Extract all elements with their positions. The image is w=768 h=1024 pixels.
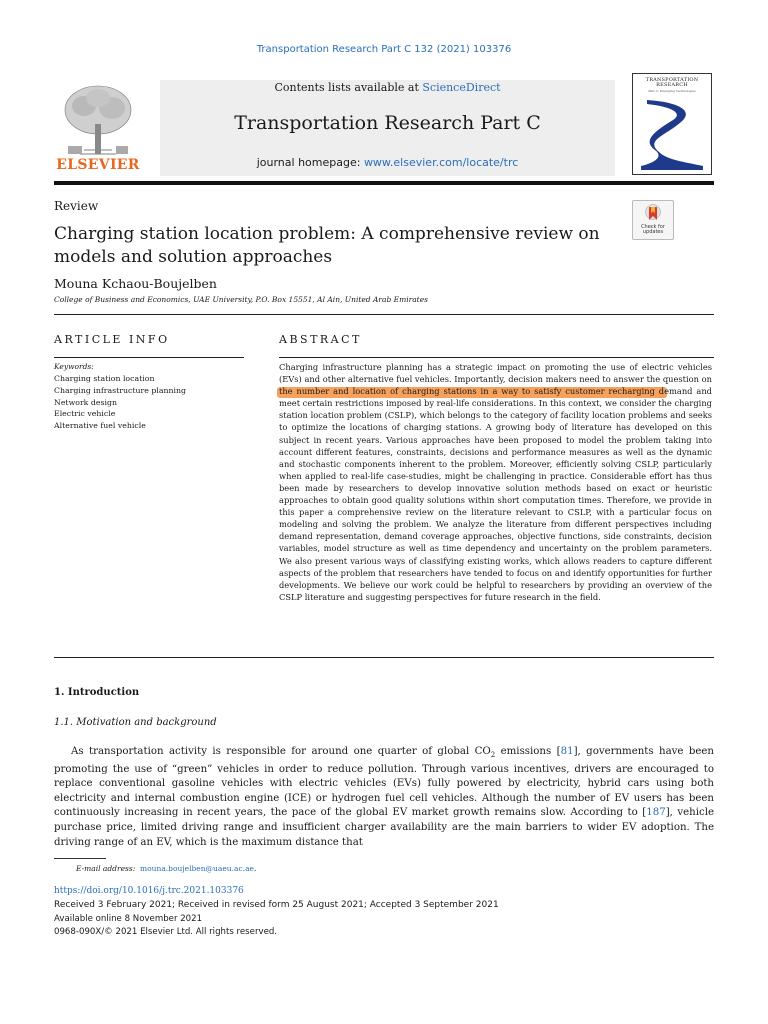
sciencedirect-link[interactable]: ScienceDirect	[422, 81, 501, 94]
keyword-item: Charging station location	[54, 374, 155, 383]
introduction-paragraph	[54, 745, 714, 850]
header-rule	[54, 181, 714, 185]
author-name[interactable]: Mouna Kchaou-Boujelben	[54, 276, 217, 291]
keyword-item: Alternative fuel vehicle	[54, 421, 146, 431]
homepage-line	[160, 156, 615, 169]
email-label: E-mail address:	[76, 864, 136, 873]
motivation-subheading: 1.1. Motivation and background	[54, 717, 217, 728]
article-title: Charging station location problem: A comprehensive review on models and solution approaches	[54, 224, 600, 267]
email-suffix: .	[253, 864, 257, 873]
cover-subtitle: Part C: Emerging Technologies	[648, 89, 696, 93]
check-for-updates-button[interactable]	[632, 200, 674, 240]
reference-link[interactable]: 187	[646, 807, 666, 819]
check-for-updates-label	[633, 225, 673, 235]
article-type-label: Review	[54, 199, 99, 213]
footnote-rule	[54, 858, 106, 859]
article-info-rule	[54, 357, 244, 358]
doi-link[interactable]: https://doi.org/10.1016/j.trc.2021.103376	[54, 886, 244, 896]
abstract-rule	[279, 357, 714, 358]
cover-title: TRANSPORTATION RESEARCH	[645, 77, 699, 88]
available-online-date: Available online 8 November 2021	[54, 914, 203, 924]
article-info-heading: ARTICLE INFO	[54, 333, 170, 346]
title-rule	[54, 314, 714, 315]
author-affiliation: College of Business and Economics, UAE University, P.O. Box 15551, Al Ain, United Arab Emirates	[54, 295, 428, 304]
check-label-line-1: Check for	[641, 224, 665, 230]
received-dates: Received 3 February 2021; Received in revised form 25 August 2021; Accepted 3 September 2021	[54, 900, 499, 910]
paragraph-text: ], governments have been promoting the use of “green” vehicles in order to reduce pollution. Through various incentives, drivers are encouraged to replace conventional gasoline vehicles with electric vehicles (EVs) fully powered by electricity, hybrid cars using both electricity and internal combustion engine (ICE) or hydrogen fuel cell vehicles. Although the number of EV users has been continuously increasing in recent years, the pace of the global EV market growth remains slow. According to [	[54, 746, 714, 819]
issn-copyright: 0968-090X/© 2021 Elsevier Ltd. All rights reserved.	[54, 927, 278, 937]
subscript: 2	[490, 751, 496, 760]
introduction-heading: 1. Introduction	[54, 687, 140, 698]
paragraph-text: emissions [	[495, 746, 561, 757]
abstract-heading: ABSTRACT	[279, 333, 362, 346]
email-footnote	[76, 864, 256, 873]
journal-homepage-link[interactable]: www.elsevier.com/locate/trc	[363, 156, 519, 169]
keyword-item: Charging infrastructure planning	[54, 385, 187, 395]
contents-line	[160, 81, 615, 94]
keyword-item: Network design	[54, 397, 117, 407]
homepage-prefix: journal homepage:	[256, 156, 364, 169]
cover-road-graphic	[637, 96, 707, 170]
journal-cover-image	[632, 73, 712, 175]
abstract-bottom-rule	[54, 657, 714, 658]
journal-title: Transportation Research Part C	[234, 112, 541, 134]
bookmark-ribbon-icon	[645, 204, 661, 224]
email-link[interactable]: mouna.boujelben@uaeu.ac.ae	[140, 864, 254, 873]
abstract-text: Charging infrastructure planning has a strategic impact on promoting the use of electric vehicles (EVs) and other alternative fuel vehicles. Importantly, decision makers need to answer the question on the number and location of charging stations in a way to satisfy customer recharging demand and meet certain restrictions imposed by real-life considerations. In this context, we consider the charging station location problem (CSLP), which belongs to the category of facility location problems and seeks to optimize the locations of charging stations. A growing body of literature has developed on this subject in recent years. Various approaches have been proposed to model the problem taking into account different features, constraints, decisions and performance measures as well as the dynamic and stochastic components inherent to the problem. Moreover, efficiently solving CSLP, particularly when applied to real-life case-studies, might be challenging in practice. Considerable effort has thus been made by researchers to develop innovative solution methods based on exact or heuristic approaches to obtain good quality solutions within short computation times. Therefore, we provide in this paper a comprehensive review on the literature relevant to CSLP, with a particular focus on modeling and solving the problem. We analyze the literature from different perspectives including demand representation, demand coverage approaches, objective functions, side constraints, decision variables, model structure as well as time dependency and uncertainty on the problem parameters. We also present various ways of classifying existing works, which allows readers to capture different aspects of the problem that researchers have tended to focus on and identify opportunities for further developments. We believe our work could be helpful to researchers by providing an overview of the CSLP literature and suggesting perspectives for future research in the field.	[279, 362, 712, 602]
contents-prefix: Contents lists available at	[274, 81, 423, 94]
keyword-item: Electric vehicle	[54, 409, 116, 419]
journal-citation-link[interactable]: Transportation Research Part C 132 (2021) 103376	[256, 44, 512, 55]
keyword-list	[54, 373, 186, 432]
paragraph-text: ], vehicle purchase price, limited driving range and insufficient charger availability are the main barriers to wider EV adoption. The driving range of an EV, which is the maximum distance that	[54, 807, 714, 848]
elsevier-wordmark: ELSEVIER	[56, 157, 140, 173]
paragraph-text: As transportation activity is responsible for around one quarter of global CO	[71, 746, 491, 757]
check-label-line-2: updates	[642, 229, 664, 235]
keywords-heading: Keywords:	[54, 362, 94, 371]
reference-link[interactable]: 81	[560, 746, 574, 757]
